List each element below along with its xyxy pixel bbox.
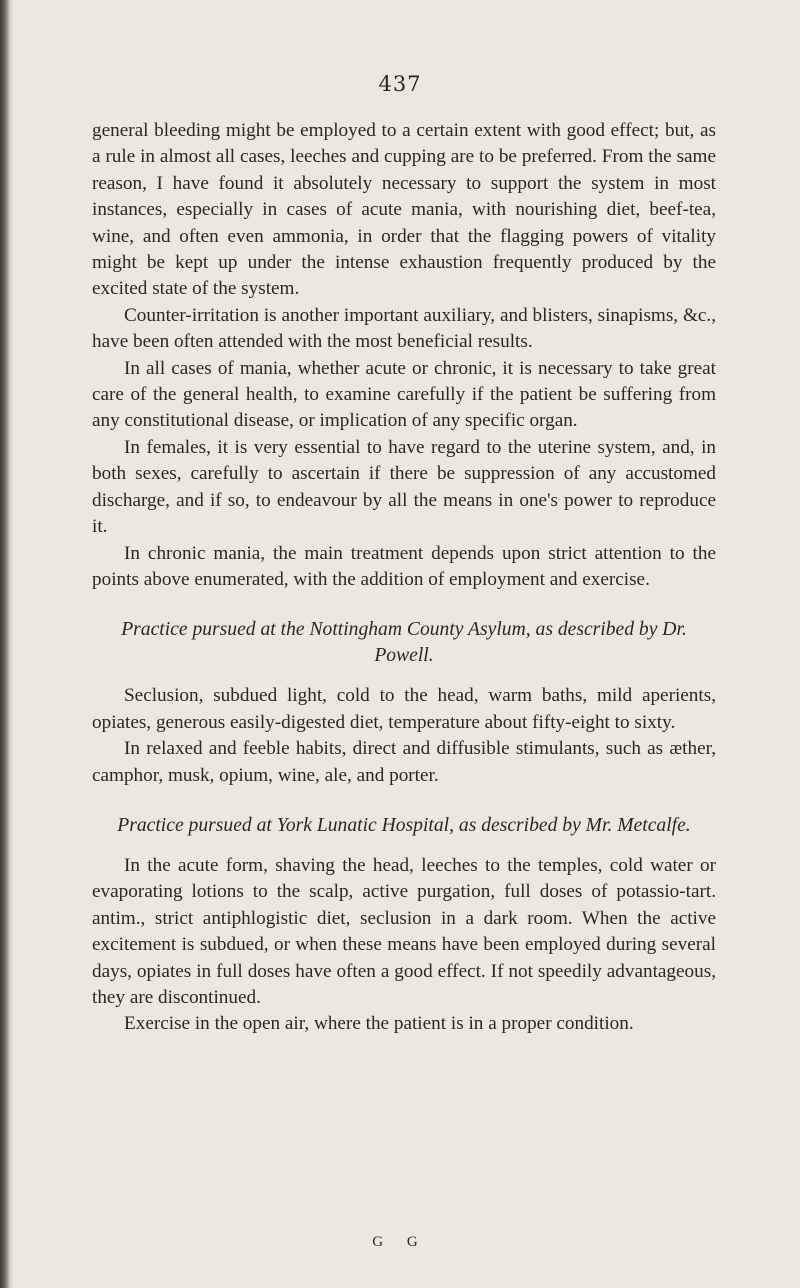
paragraph-counter-irritation: Counter-irritation is another important auxiliary, and blisters, sinapisms, &c., have been often attended with the most beneficial results. <box>92 304 716 353</box>
paragraph-acute-form: In the acute form, shaving the head, leeches to the temples, cold water or evaporating lotions to the scalp, active purgation, full doses of potassio-tart. antim., strict antiphlogistic diet, seclusion in a dark room. When the active excitement is subdued, or when these means have been employed during several days, opiates in full doses have often a good effect. If not speedily advantageous, they are discontinued. <box>92 854 716 1008</box>
paragraph-seclusion: Seclusion, subdued light, cold to the head, warm baths, mild aperients, opiates, generous easily-digested diet, temperature about fifty-eight to sixty. <box>92 685 716 733</box>
paragraph-chronic-mania: In chronic mania, the main treatment depends upon strict attention to the points above enumerated, with the addition of employment and exercise. <box>92 542 716 590</box>
paragraph-general-health: In all cases of mania, whether acute or chronic, it is necessary to take great care of the general health, to examine carefully if the patient be suffering from any constitutional disease, or implication of any specific organ. <box>92 357 716 432</box>
paragraph-females: In females, it is very essential to have regard to the uterine system, and, in both sexes, carefully to ascertain if there be suppression of any accustomed discharge, and if so, to endeavour by all the means in one's power to reproduce it. <box>92 436 716 538</box>
signature-mark: G G <box>372 1234 428 1250</box>
paragraph-exercise: Exercise in the open air, where the patient is in a proper condition. <box>124 1013 634 1035</box>
page-number: 437 <box>378 72 422 96</box>
paragraph-bleeding: general bleeding might be employed to a certain extent with good effect; but, as a rule in almost all cases, leeches and cupping are to be preferred. From the same reason, I have found it absolutely necessary to support the system in most instances, especially in cases of acute mania, with nourishing diet, beef-tea, wine, and often even ammonia, in order that the flagging powers of vitality might be kept up under the intense exhaustion frequently produced by the excited state of the system. <box>92 120 716 300</box>
section-heading-york: Practice pursued at York Lunatic Hospital, as described by Mr. Metcalfe. <box>117 814 691 836</box>
body-text <box>92 118 716 1038</box>
paragraph-stimulants: In relaxed and feeble habits, direct and diffusible stimulants, such as æther, camphor, musk, opium, wine, ale, and porter. <box>92 738 716 786</box>
section-heading-nottingham: Practice pursued at the Nottingham County Asylum, as described by Dr. Powell. <box>121 619 687 667</box>
